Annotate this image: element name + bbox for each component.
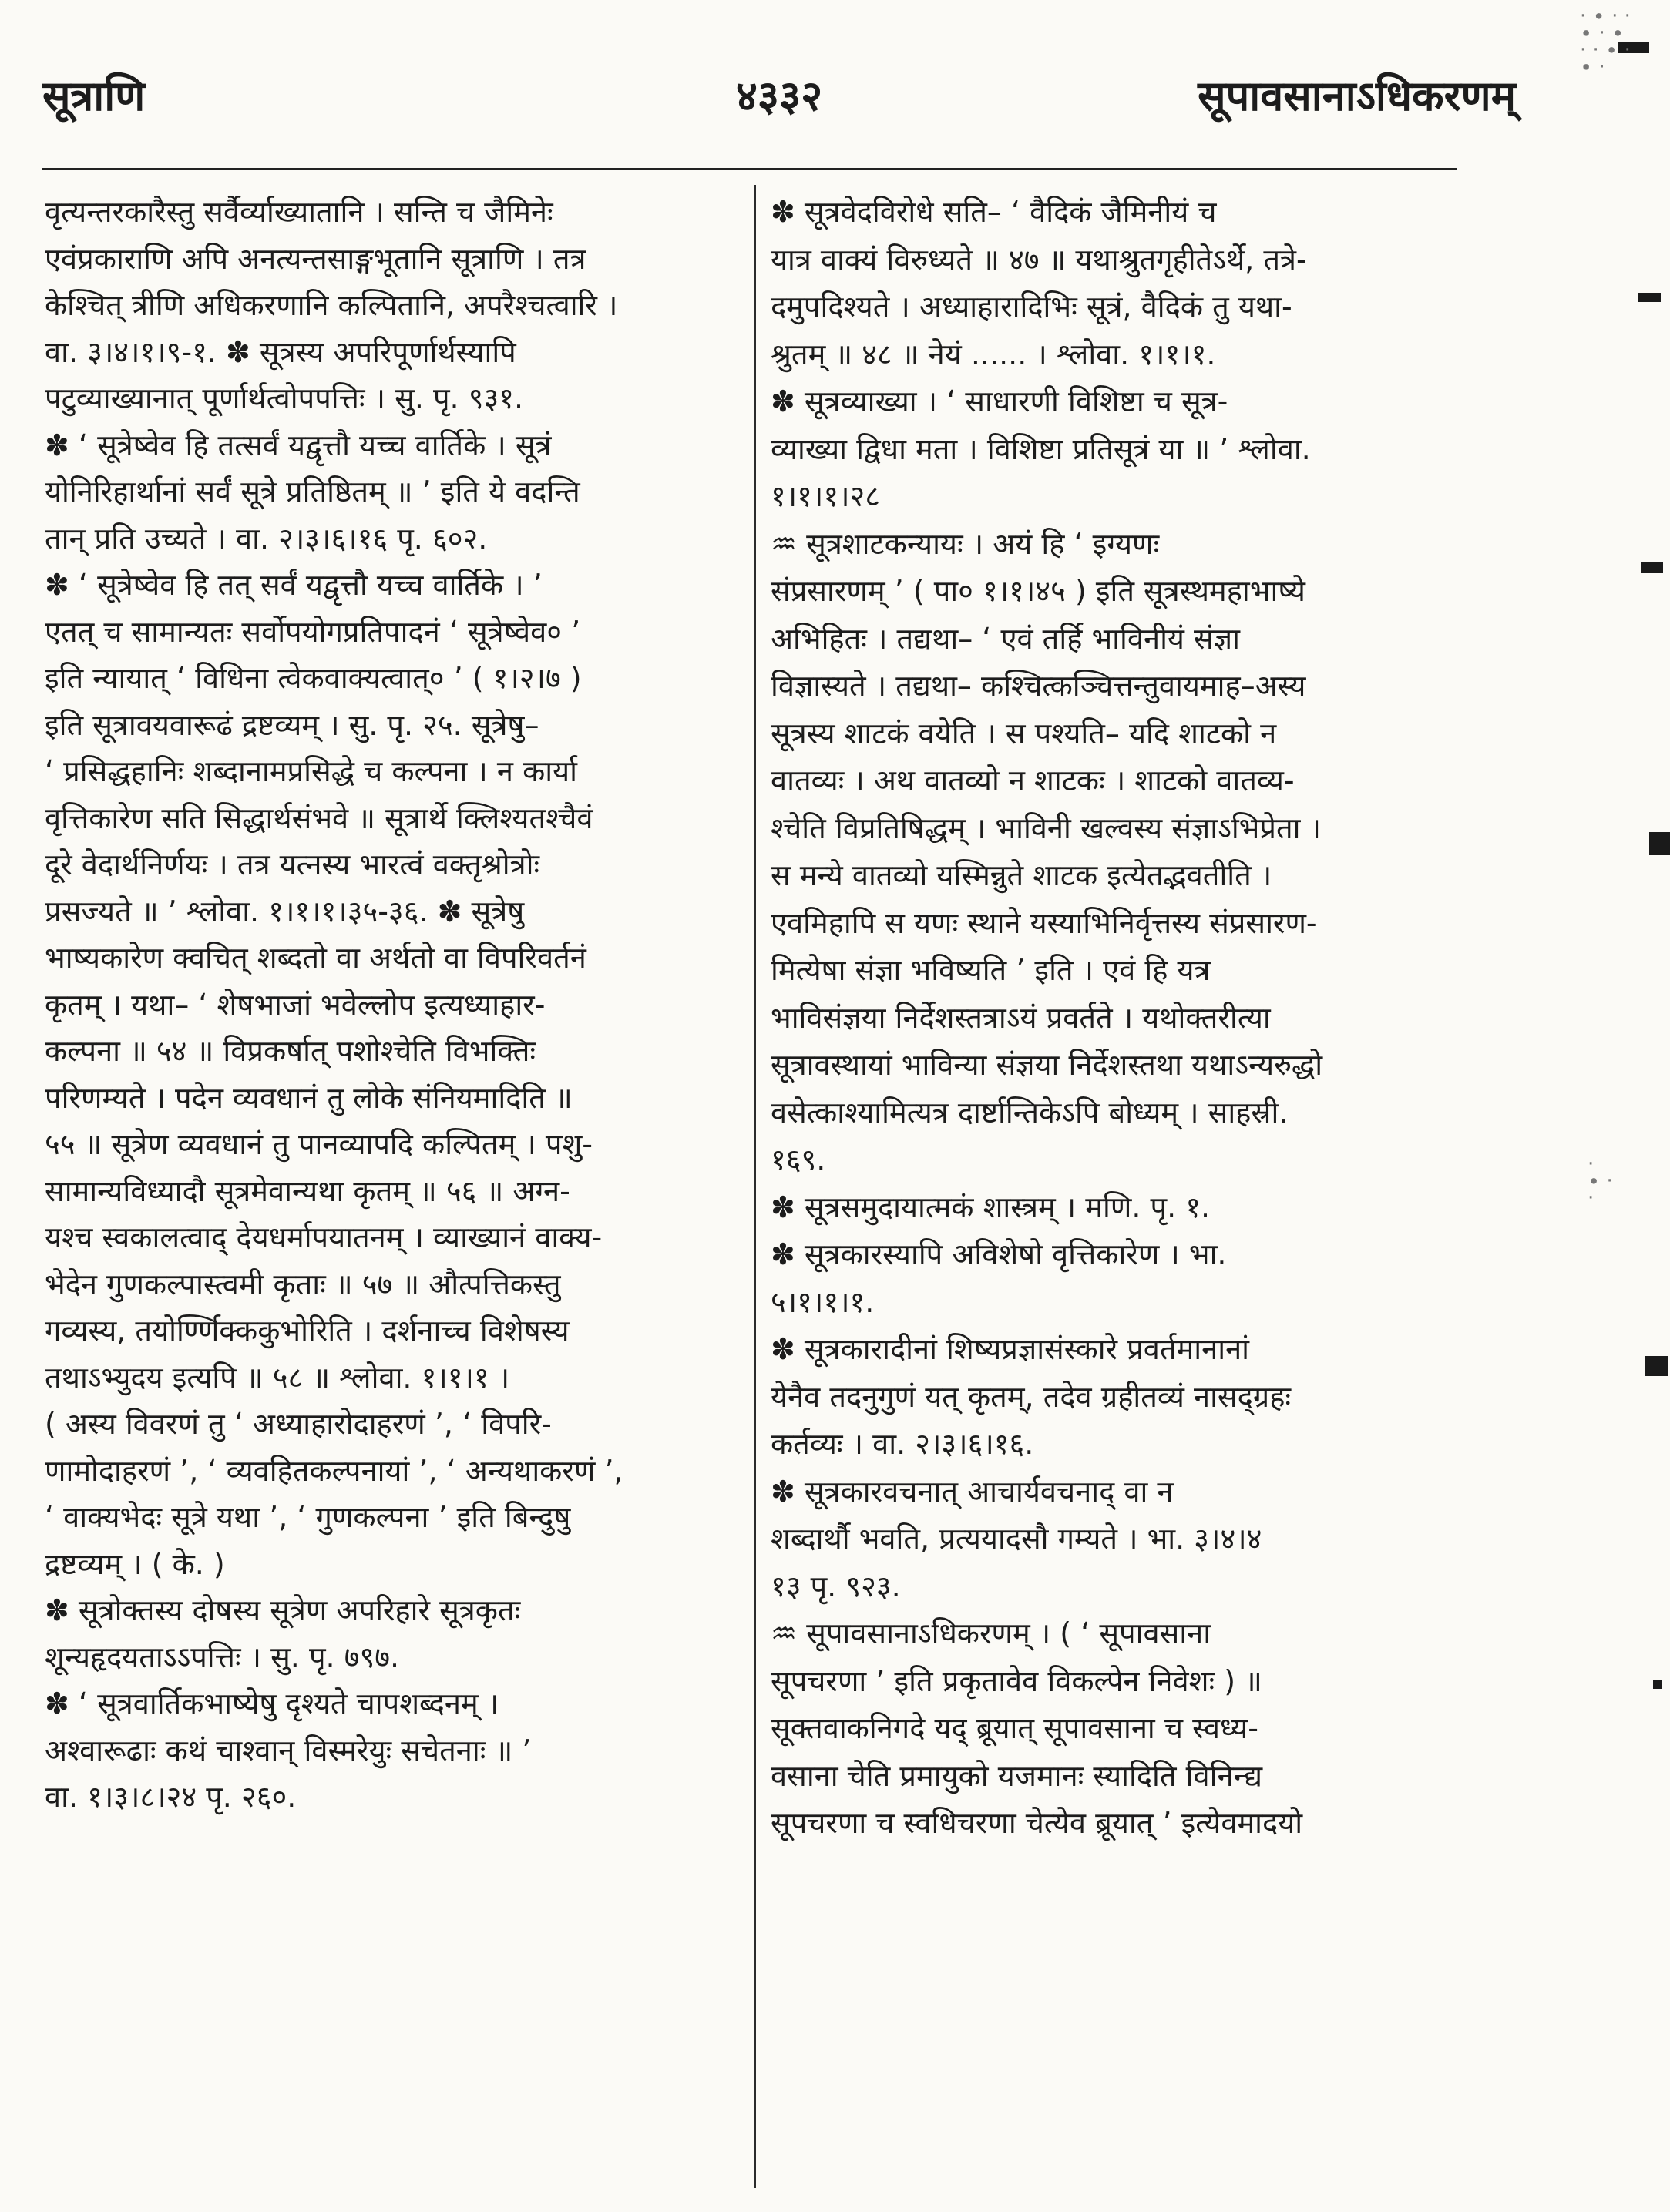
text-line: ✽ सूत्रकारस्यापि अविशेषो वृत्तिकारेण । भा. [771,1237,1227,1271]
text-line: वसेत्काश्यामित्यत्र दार्ष्टान्तिकेऽपि बोध्यम् । साहस्री. [771,1095,1289,1129]
text-line: एवमिहापि स यणः स्थाने यस्याभिनिर्वृत्तस्य संप्रसारण- [771,905,1317,940]
text-line: इति न्यायात् ‘ विधिना त्वेकवाक्यत्वात्० ’ ( १।२।७ ) [45,661,582,695]
text-line: ✽ ‘ सूत्रेष्वेव हि तत्सर्वं यद्वृत्तौ यच्च वार्तिके । सूत्रं [45,428,552,462]
text-line: योनिरिहार्थानां सर्वं सूत्रे प्रतिष्ठितम् ॥ ’ इति ये वदन्ति [45,475,580,509]
scan-margin-noise [1572,0,1670,2212]
scan-mark [1653,1680,1662,1689]
text-line: ( अस्य विवरणं तु ‘ अध्याहारोदाहरणं ’, ‘ विपरि- [45,1407,552,1441]
text-line: अभिहितः । तद्यथा– ‘ एवं तर्हि भाविनीयं संज्ञा [771,621,1240,656]
text-line: व्याख्या द्विधा मता । विशिष्टा प्रतिसूत्रं या ॥ ’ श्लोवा. [771,431,1311,466]
text-line: सूपचरणा च स्वधिचरणा चेत्येव ब्रूयात् ’ इत्येवमादयो [771,1806,1303,1840]
text-line: सामान्यविध्यादौ सूत्रमेवान्यथा कृतम् ॥ ५६ ॥ अग्न- [45,1173,570,1208]
text-line: भाष्यकारेण क्वचित् शब्दतो वा अर्थतो वा विपरिवर्तनं [45,941,586,975]
text-line: इति सूत्रावयवारूढं द्रष्टव्यम् । सु. पृ. २५. सूत्रेषु– [45,707,539,742]
text-line: यात्र वाक्यं विरुध्यते ॥ ४७ ॥ यथाश्रुतगृहीतेऽर्थे, तत्रे- [771,242,1307,277]
header-section-title: सूत्राणि [42,72,146,120]
text-line: केश्चित् त्रीणि अधिकरणानि कल्पितानि, अपरैश्चत्वारि । [45,288,618,322]
text-line: ‘ प्रसिद्धहानिः शब्दानामप्रसिद्धे च कल्पना । न कार्या [45,754,577,788]
scan-dots: · ∙ · · [1588,1153,1613,1210]
text-line: ५५ ॥ सूत्रेण व्यवधानं तु पानव्यापदि कल्पितम् । पशु- [45,1127,593,1161]
text-line: येनैव तदनुगुणं यत् कृतम्, तदेव ग्रहीतव्यं नासद्ग्रहः [771,1379,1292,1414]
text-line: स मन्ये वातव्यो यस्मिन्नुते शाटक इत्येतद्भवतीति । [771,858,1272,892]
text-line: विज्ञास्यते । तद्यथा– कश्चित्कञ्चित्तन्तुवायमाह–अस्य [771,669,1306,703]
text-line: तथाऽभ्युदय इत्यपि ॥ ५८ ॥ श्लोवा. १।१।१ । [45,1360,510,1395]
text-line: एतत् च सामान्यतः सर्वोपयोगप्रतिपादनं ‘ सूत्रेष्वेव० ’ [45,614,581,649]
text-line: वृत्तिकारेण सति सिद्धार्थसंभवे ॥ सूत्रार्थे क्लिश्यतश्चैवं [45,801,593,835]
text-line: अश्वारूढाः कथं चाश्वान् विस्मरेयुः सचेतनाः ॥ ’ [45,1733,532,1767]
text-line: कर्तव्यः । वा. २।३।६।१६. [771,1427,1034,1461]
text-line: द्रष्टव्यम् । ( के. ) [45,1546,225,1581]
text-line: ‘ वाक्यभेदः सूत्रे यथा ’, ‘ गुणकल्पना ’ इति बिन्दुषु [45,1500,571,1534]
text-line: परिणम्यते । पदेन व्यवधानं तु लोके संनियमादिति ॥ [45,1080,573,1115]
text-line: ✽ ‘ सूत्रवार्तिकभाष्येषु दृश्यते चापशब्दनम् । [45,1687,499,1720]
text-line: कल्पना ॥ ५४ ॥ विप्रकर्षात् पशोश्चेति विभक्तिः [45,1034,536,1068]
page-header [42,65,1516,143]
text-line: शून्यहृदयताऽऽपत्तिः । सु. पृ. ७९७. [45,1640,400,1674]
text-line: दमुपदिश्यते । अध्याहारादिभिः सूत्रं, वैदिकं तु यथा- [771,290,1292,324]
text-line: ♒ सूपावसानाऽधिकरणम् । ( ‘ सूपावसाना [771,1616,1211,1650]
header-entry-title: सूपावसानाऽधिकरणम् [1198,72,1516,120]
text-line: तान् प्रति उच्यते । वा. २।३।६।१६ पृ. ६०२. [45,521,488,556]
text-line: भेदेन गुणकल्पास्त्वमी कृताः ॥ ५७ ॥ औत्पत्तिकस्तु [45,1267,561,1301]
text-line: भाविसंज्ञया निर्देशस्तत्राऽयं प्रवर्तते । यथोक्तरीत्या [771,1000,1271,1035]
text-line: वा. १।३।८।२४ पृ. २६०. [45,1780,297,1814]
text-line: ✽ ‘ सूत्रेष्वेव हि तत् सर्वं यद्वृत्तौ यच्च वार्तिके । ’ [45,568,543,602]
text-line: दूरे वेदार्थनिर्णयः । तत्र यत्नस्य भारत्वं वक्तृश्रोत्रोः [45,848,540,881]
right-column [771,189,1460,1848]
scan-dots: · ∙ · · ∙ · ∙ · · ∙ · ∙ · [1580,5,1631,79]
text-line: संप्रसारणम् ’ ( पा० १।१।४५ ) इति सूत्रस्थमहाभाष्ये [771,574,1305,608]
header-rule [42,168,1457,170]
text-line: सूपचरणा ’ इति प्रकृतावेव विकल्पेन निवेशः ) ॥ [771,1663,1262,1698]
page-number: ४३३२ [735,72,823,120]
text-line: वातव्यः । अथ वातव्यो न शाटकः । शाटको वातव्य- [771,764,1295,797]
text-line: पटुव्याख्यानात् पूर्णार्थत्वोपपत्तिः । सु. पृ. ९३१. [45,381,524,415]
text-line: सूत्रस्य शाटकं वयेति । स पश्यति– यदि शाटको न [771,716,1277,750]
text-line: ✽ सूत्रवेदविरोधे सति– ‘ वैदिकं जैमिनीयं च [771,195,1217,229]
text-line: ♒ सूत्रशाटकन्यायः । अयं हि ‘ इग्यणः [771,526,1160,561]
scan-mark [1638,293,1661,302]
left-column [45,189,742,1821]
scan-mark [1649,832,1670,855]
text-line: ✽ सूत्रकारवचनात् आचार्यवचनाद् वा न [771,1474,1174,1509]
text-line: ५।१।१।१. [771,1284,875,1319]
text-line: वृत्यन्तरकारैस्तु सर्वैर्व्याख्यातानि । सन्ति च जैमिनेः [45,195,553,229]
text-line: मित्येषा संज्ञा भविष्यति ’ इति । एवं हि यत्र [771,953,1211,987]
text-line: ✽ सूत्रसमुदायात्मकं शास्त्रम् । मणि. पृ. १. [771,1190,1211,1224]
text-line: सूत्रावस्थायां भाविन्या संज्ञया निर्देशस्तथा यथाऽन्यरुद्धो [771,1048,1323,1082]
text-line: यश्च स्वकालत्वाद् देयधर्मापयातनम् । व्याख्यानं वाक्य- [45,1220,603,1254]
text-line: ✽ सूत्रव्याख्या । ‘ साधारणी विशिष्टा च सूत्र- [771,384,1228,418]
text-line: एवंप्रकाराणि अपि अनत्यन्तसाङ्गभूतानि सूत्राणि । तत्र [45,241,586,276]
text-line: णामोदाहरणं ’, ‘ व्यवहितकल्पनायां ’, ‘ अन्यथाकरणं ’, [45,1453,623,1488]
text-line: ✽ सूत्रकारादीनां शिष्यप्रज्ञासंस्कारे प्रवर्तमानानां [771,1332,1250,1366]
text-line: १।१।१।२८ [771,479,881,513]
text-line: गव्यस्य, तयोर्ण्णिक्ककुभोरिति । दर्शनाच्च विशेषस्य [45,1314,570,1348]
text-line: सूक्तवाकनिगदे यद् ब्रूयात् सूपावसाना च स्वध्य- [771,1711,1259,1745]
text-line: १६९. [771,1143,826,1176]
text-line: वा. ३।४।१।९-१. ✽ सूत्रस्य अपरिपूर्णार्थस्यापि [45,334,516,369]
text-line: १३ पृ. ९२३. [771,1569,901,1603]
text-line: ✽ सूत्रोक्तस्य दोषस्य सूत्रेण अपरिहारे सूत्रकृतः [45,1593,521,1627]
text-line: वसाना चेति प्रमायुको यजमानः स्यादिति विनिन्द्य [771,1758,1263,1793]
scan-mark [1641,562,1663,573]
text-line: कृतम् । यथा– ‘ शेषभाजां भवेल्लोप इत्यध्याहार- [45,987,546,1022]
text-line: शब्दार्थौ भवति, प्रत्ययादसौ गम्यते । भा. ३।४।४ [771,1522,1262,1556]
text-line: श्रुतम् ॥ ४८ ॥ नेयं ...... । श्लोवा. १।१।१. [771,337,1216,371]
text-line: श्चेति विप्रतिषिद्धम् । भाविनी खल्वस्य संज्ञाऽभिप्रेता । [771,811,1321,845]
column-divider [754,185,756,2188]
scan-mark [1645,1356,1668,1376]
text-line: प्रसज्यते ॥ ’ श्लोवा. १।१।१।३५-३६. ✽ सूत्रेषु [45,894,525,928]
